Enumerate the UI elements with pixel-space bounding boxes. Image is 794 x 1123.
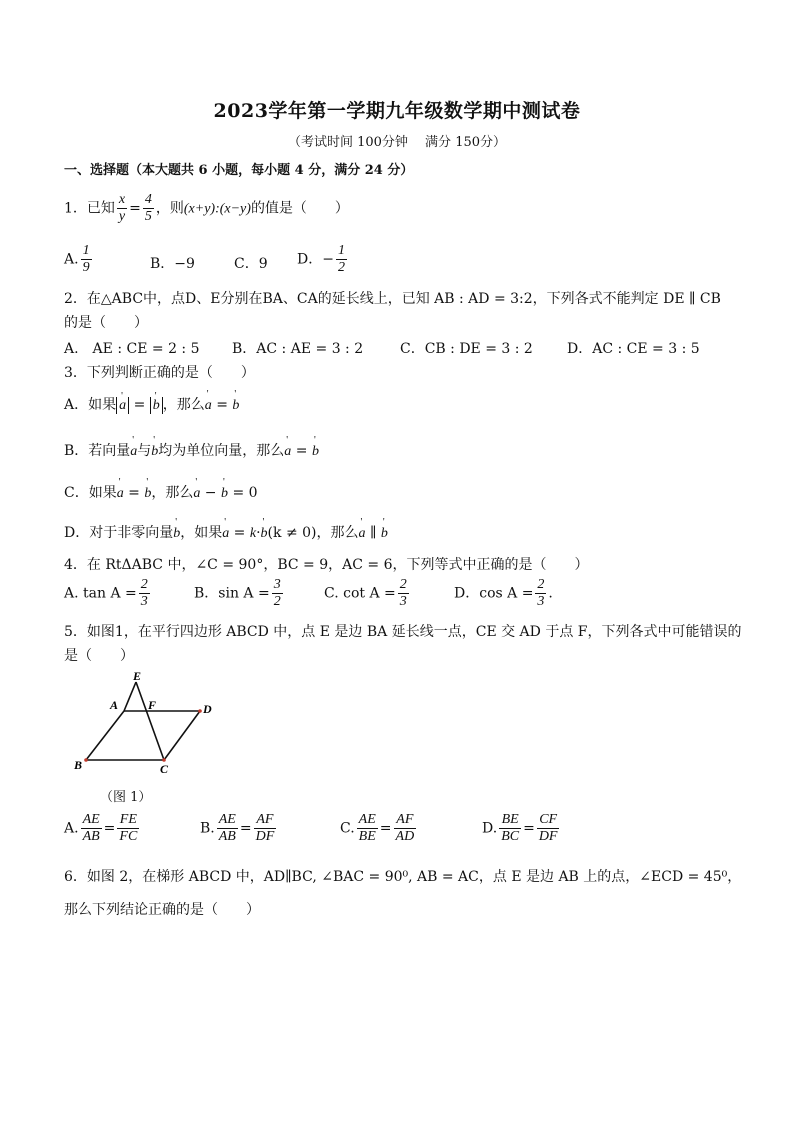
q1-expr: (x+y):(x−y) (183, 201, 251, 217)
label-a: A (110, 698, 119, 712)
q5-a-frac1-num: AE (82, 812, 100, 827)
q2-option-d[interactable]: D．AC : CE = 3 : 5 (567, 341, 700, 357)
q5-a-frac2 (117, 812, 139, 845)
q5-d-label: D. (482, 820, 498, 837)
label-f: F (148, 698, 157, 712)
q4-d-den: 3 (537, 594, 545, 609)
q4-end: . (548, 585, 553, 602)
q4-option-c[interactable] (324, 577, 411, 610)
page-subtitle: （考试时间 100分钟 满分 150分） (287, 135, 507, 150)
q3-option-a[interactable]: A．如果' a = ' b ，那么' a = ' b (64, 394, 239, 414)
q5-b-frac1-num: AE (218, 812, 236, 827)
q3-vec-b: ' b (312, 444, 319, 460)
q4-d-num: 2 (537, 577, 545, 592)
q3-vec-b: ' b (153, 397, 160, 414)
q1-tail: 的值是（ ） (250, 200, 349, 217)
question-1: 1．已知 $\frac{x}{y}$ = $\frac{4}{5}$ ，则(x+y):(x−y)的值是（ ） (64, 192, 349, 224)
q4-a-num: 2 (140, 577, 148, 592)
q1-option-c[interactable]: C．9 (234, 256, 268, 272)
q5-option-c[interactable]: C. $\frac{AE}{BE}$ = $\frac{AF}{AD}$ (340, 812, 415, 844)
point-b-dot (84, 758, 88, 762)
q1-lead: 1．已知 (64, 200, 115, 217)
q3-vec-b: ' b (381, 526, 388, 542)
q5-c-frac2-num: AF (394, 812, 417, 829)
q3-vec-b: ' b (221, 486, 228, 502)
question-6-line2: 那么下列结论正确的是（ ） (64, 902, 260, 918)
label-c: C (160, 762, 169, 776)
q5-option-d[interactable]: D. $\frac{BE}{BC}$ = $\frac{CF}{DF}$ (482, 812, 558, 844)
q5-d-frac1 (499, 812, 521, 845)
q1-frac-45-den: 5 (144, 209, 152, 224)
q5-option-a[interactable]: A. $\frac{AE}{AB}$ = $\frac{FE}{FC}$ (64, 812, 138, 844)
q3-vec-a: ' a (222, 526, 229, 542)
q1-option-d-den: 2 (337, 260, 345, 275)
q3-vec-a: ' a (359, 526, 366, 542)
q3-option-b[interactable]: B．若向量' a与' b均为单位向量，那么' a = ' b (64, 440, 319, 460)
q3-vec-a: ' a (117, 486, 124, 502)
q1-frac-xy-num: x (118, 192, 126, 207)
q5-d-frac1-den: BC (501, 829, 520, 844)
q5-a-frac1 (81, 812, 102, 845)
q1-option-d[interactable] (297, 243, 349, 276)
q3-option-c[interactable]: C．如果' a = ' b，那么' a − ' b = 0 (64, 482, 258, 502)
q1-option-d-label: D．− (297, 251, 334, 268)
q2-option-c[interactable]: C．CB : DE = 3 : 2 (400, 341, 533, 357)
q4-c-frac (398, 577, 409, 610)
question-5-line2: 是（ ） (64, 648, 134, 664)
q2-option-a[interactable]: A. AE : CE = 2 : 5 (64, 341, 200, 357)
q3-b-mid2: 均为单位向量，那么 (158, 443, 285, 459)
q3-d-pre: D．对于非零向量 (64, 525, 174, 541)
q1-mid: ，则 (155, 200, 184, 217)
q5-b-label: B. (200, 820, 215, 837)
q3-d-mid1: ，如果 (180, 525, 223, 541)
question-4: 4．在 RtΔABC 中，∠C = 90°，BC = 9，AC = 6，下列等式中正确的是（ ） (64, 557, 589, 573)
q3-vec-b: ' b (261, 526, 268, 542)
q5-c-frac1-num: AE (358, 812, 376, 827)
q3-vec-b: ' b (144, 486, 151, 502)
q5-b-frac1-den: AB (218, 829, 236, 844)
q5-option-b[interactable]: B. $\frac{AE}{AB}$ = $\frac{AF}{DF}$ (200, 812, 275, 844)
q4-d-label: D．cos A = (454, 585, 534, 602)
q5-b-frac2-den: DF (255, 829, 275, 844)
q3-vec-a: ' a (284, 444, 291, 460)
label-e: E (133, 669, 142, 683)
q4-a-den: 3 (140, 594, 148, 609)
question-2-line2: 的是（ ） (64, 315, 148, 331)
q3-vec-a: ' a (119, 397, 126, 414)
q3-a-pre: A．如果 (64, 397, 117, 413)
q3-vec-b: ' b (173, 526, 180, 542)
q3-d-mid2: ，那么 (316, 525, 359, 541)
q1-option-a-den: 9 (82, 260, 90, 275)
point-d-dot (198, 709, 202, 713)
q5-c-frac1 (357, 812, 378, 845)
q1-option-a-num: 1 (82, 243, 90, 258)
q4-a-frac (139, 577, 150, 610)
q2-option-b[interactable]: B．AC : AE = 3 : 2 (232, 341, 364, 357)
label-b: B (74, 758, 83, 772)
edge-ba (86, 711, 124, 760)
q3-a-mid: ，那么 (162, 397, 205, 413)
q5-c-frac2 (394, 812, 417, 845)
edge-ae (124, 682, 136, 711)
q3-option-d[interactable]: D．对于非零向量' b，如果' a = k·' b(k ≠ 0)，那么' a ∥ ' b (64, 522, 388, 542)
q4-b-label: B．sin A = (194, 585, 270, 602)
q1-option-a[interactable] (64, 243, 94, 276)
q5-d-frac2 (537, 812, 560, 845)
q1-frac-45 (143, 192, 154, 225)
page-title: 2023学年第一学期九年级数学期中测试卷 (213, 100, 581, 122)
q1-option-d-num: 1 (337, 243, 345, 258)
q5-b-frac1 (217, 812, 238, 845)
q4-b-frac (272, 577, 283, 610)
q5-d-frac2-den: DF (538, 829, 558, 844)
question-5-line1: 5．如图1，在平行四边形 ABCD 中，点 E 是边 BA 延长线一点，CE 交 AD 于点 F，下列各式中可能错误的 (64, 624, 742, 640)
section-heading: 一、选择题（本大题共 6 小题，每小题 4 分，满分 24 分） (64, 163, 414, 178)
q1-option-d-frac (336, 243, 347, 276)
edge-dc (164, 711, 200, 760)
q3-c-result: = 0 (232, 485, 258, 501)
q4-c-den: 3 (399, 594, 407, 609)
q5-a-label: A. (64, 820, 79, 837)
q4-c-label: C. cot A = (324, 585, 396, 602)
q1-option-a-label: A. (64, 251, 79, 268)
figure-1-parallelogram (70, 668, 230, 783)
q1-option-a-frac (81, 243, 92, 276)
question-3: 3．下列判断正确的是（ ） (64, 365, 255, 381)
q4-option-a[interactable] (64, 577, 152, 610)
q5-c-label: C. (340, 820, 355, 837)
q3-b-mid1: 与 (137, 443, 152, 459)
q3-d-condition: (k ≠ 0) (267, 525, 317, 541)
q3-vec-b: ' b (151, 444, 158, 460)
q4-c-num: 2 (399, 577, 407, 592)
q5-c-frac2-den: AD (395, 829, 415, 844)
q1-frac-xy (117, 192, 127, 225)
q5-d-frac2-num: CF (537, 812, 560, 829)
q1-option-b[interactable]: B．−9 (150, 256, 195, 272)
question-6-line1: 6．如图 2，在梯形 ABCD 中，AD∥BC, ∠BAC = 90⁰, AB = AC，点 E 是边 AB 上的点，∠ECD = 45⁰， (64, 869, 742, 885)
q5-a-frac2-den: FC (119, 829, 138, 844)
q1-frac-xy-den: y (118, 209, 126, 224)
q3-vec-a: ' a (193, 486, 200, 502)
q3-c-mid: ，那么 (151, 485, 194, 501)
q3-b-pre: B．若向量 (64, 443, 131, 459)
q5-a-frac2-num: FE (117, 812, 139, 829)
q3-c-pre: C．如果 (64, 485, 117, 501)
q4-d-frac (535, 577, 546, 610)
q3-vec-b: ' b (232, 398, 239, 414)
q5-d-frac1-num: BE (499, 812, 521, 829)
q4-a-label: A. tan A = (64, 585, 137, 602)
q3-vec-a: ' a (205, 398, 212, 414)
label-d: D (203, 702, 212, 716)
q4-option-b[interactable] (194, 577, 285, 610)
q3-vec-a: ' a (130, 444, 137, 460)
q3-a-abs-a (116, 397, 129, 414)
edge-ec (136, 682, 164, 760)
figure-1-caption: （图 1） (100, 790, 152, 805)
q3-a-abs-b (150, 397, 163, 414)
q1-frac-45-num: 4 (144, 192, 152, 207)
q5-a-frac1-den: AB (82, 829, 100, 844)
q4-b-num: 3 (273, 577, 281, 592)
question-2-line1: 2．在△ABC中，点D、E分别在BA、CA的延长线上，已知 AB : AD = 3:2，下列各式不能判定 DE ∥ CB (64, 291, 721, 307)
q5-b-frac2 (254, 812, 277, 845)
q5-b-frac2-num: AF (254, 812, 277, 829)
q4-option-d[interactable] (454, 577, 553, 610)
q5-c-frac1-den: BE (358, 829, 376, 844)
q4-b-den: 2 (273, 594, 281, 609)
